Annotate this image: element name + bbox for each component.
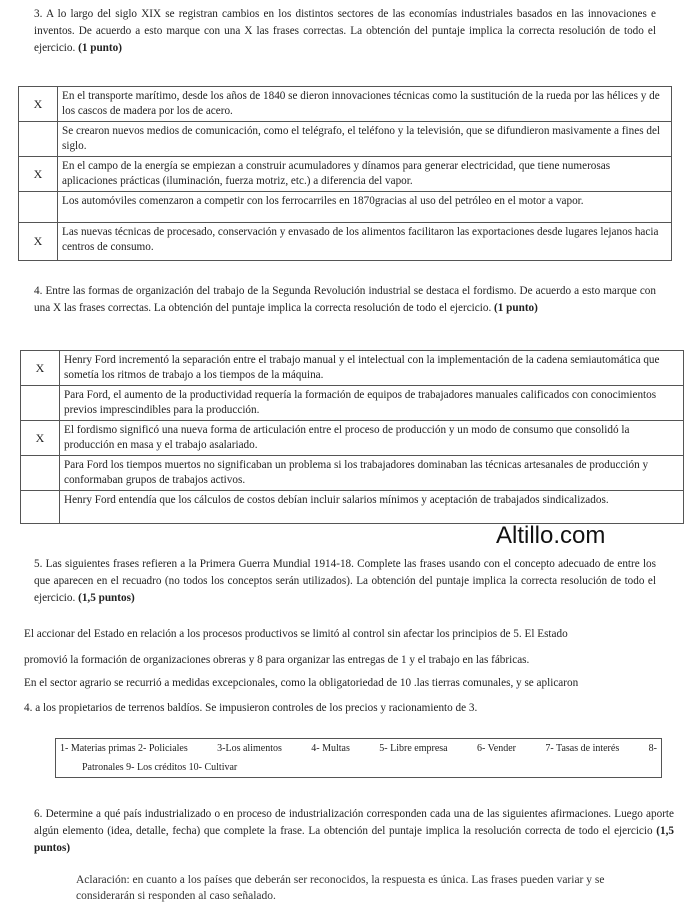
answer-mark-cell[interactable] [19, 122, 58, 157]
statement-text: El fordismo significó una nueva forma de articulación entre el proceso de producción y un modo de consumo que consolidó la producción en masa y el trabajo asalariado. [60, 421, 684, 456]
concept-item: 1- Materias primas 2- Policiales [60, 743, 188, 754]
statement-text: Para Ford los tiempos muertos no significaban un problema si los trabajadores dominaban las técnicas artesanales de producción y conformaban grupos de trabajos activos. [60, 456, 684, 491]
question-6-points: (1,5 puntos) [34, 825, 675, 854]
question-4-points: (1 punto) [494, 302, 538, 314]
table-row [19, 192, 672, 223]
clarification-note: Aclaración: en cuanto a los países que deberán ser reconocidos, la respuesta es única. Las frases pueden variar y se considerarán si responden al caso señalado. [76, 874, 605, 902]
statement-text: En el campo de la energía se empiezan a construir acumuladores y dínamos para generar electricidad, que tiene numerosas aplicaciones prácticas (iluminación, fuerza motriz, etc.) a diferencia del vapor. [58, 157, 672, 192]
concept-item: 5- Libre empresa [379, 743, 448, 754]
question-5-fill-text [24, 626, 684, 716]
question-4-prompt [34, 283, 656, 317]
statement-text: En el transporte marítimo, desde los años de 1840 se dieron innovaciones técnicas como la sustitución de la rueda por las hélices y de los cascos de madera por los de acero. [58, 87, 672, 122]
concept-item: 3-Los alimentos [217, 743, 282, 754]
answer-mark-cell[interactable]: X [19, 157, 58, 192]
concepts-line [60, 739, 657, 758]
statement-text: Los automóviles comenzaron a competir con los ferrocarriles en 1870gracias al uso del petróleo en el motor a vapor. [58, 192, 672, 223]
question-3-prompt [34, 6, 656, 57]
answer-mark-cell[interactable] [21, 386, 60, 421]
fill-line: promovió la formación de organizaciones obreras y 8 para organizar las entregas de 1 y el trabajo en las fábricas. [24, 654, 530, 666]
statement-text: Las nuevas técnicas de procesado, conservación y envasado de los alimentos facilitaron las exportaciones desde lugares lejanos hacia centros de consumo. [58, 223, 672, 261]
concepts-line: Patronales 9- Los créditos 10- Cultivar [82, 762, 238, 773]
table-row [21, 421, 684, 456]
statement-text: Se crearon nuevos medios de comunicación, como el telégrafo, el teléfono y la televisión, que se difundieron masivamente a fines del siglo. [58, 122, 672, 157]
question-5-points: (1,5 puntos) [78, 592, 135, 604]
answer-mark-cell[interactable]: X [19, 87, 58, 122]
answer-mark-cell[interactable]: X [19, 223, 58, 261]
question-4-table [20, 350, 684, 524]
answer-mark-cell[interactable]: X [21, 351, 60, 386]
question-6-prompt [34, 806, 674, 857]
concept-item: 6- Vender [477, 743, 516, 754]
statement-text: Henry Ford entendía que los cálculos de costos debían incluir salarios mínimos y aceptación de trabajados sindicalizados. [60, 491, 684, 524]
table-row [19, 223, 672, 261]
statement-text: Henry Ford incrementó la separación entre el trabajo manual y el intelectual con la implementación de la cadena semiautomática que sometía los ritmos de trabajo a los tiempos de la máquina. [60, 351, 684, 386]
question-3-table [18, 86, 672, 261]
table-row [19, 157, 672, 192]
question-6-text: 6. Determine a qué país industrializado o en proceso de industrialización corresponden cada una de las siguientes afirmaciones. Luego aporte algún elemento (idea, detalle, fecha) que complete la frase. La obtención del puntaje implica la resolución correcta de todo el ejercicio [34, 808, 674, 837]
fill-line: El accionar del Estado en relación a los procesos productivos se limitó al control sin afectar los principios de 5. El Estado [24, 628, 568, 640]
table-row [19, 122, 672, 157]
question-4-text: 4. Entre las formas de organización del trabajo de la Segunda Revolución industrial se destaca el fordismo. De acuerdo a esto marque con una X las frases correctas. La obtención del puntaje implica la correcta resolución de todo el ejercicio. [34, 285, 656, 314]
table-row [19, 87, 672, 122]
watermark-logo: Altillo.com [496, 522, 606, 549]
table-row [21, 386, 684, 421]
answer-mark-cell[interactable] [21, 491, 60, 524]
statement-text: Para Ford, el aumento de la productividad requería la formación de equipos de trabajadores manuales calificados con conocimientos previos imprescindibles para la producción. [60, 386, 684, 421]
question-3-points: (1 punto) [78, 42, 122, 54]
question-3-text: 3. A lo largo del siglo XIX se registran cambios en los distintos sectores de las economías industriales basados en las innovaciones e inventos. De acuerdo a esto marque con una X las frases correctas. La obtención del puntaje implica la correcta resolución de todo el ejercicio. [34, 8, 656, 54]
fill-line: 4. a los propietarios de terrenos baldíos. Se impusieron controles de los precios y racionamiento de 3. [24, 702, 478, 714]
answer-mark-cell[interactable]: X [21, 421, 60, 456]
concept-item: 8- [648, 743, 657, 754]
concept-item: 4- Multas [311, 743, 350, 754]
question-5-prompt [34, 556, 656, 607]
table-row [21, 351, 684, 386]
table-row [21, 491, 684, 524]
answer-mark-cell[interactable] [19, 192, 58, 223]
answer-mark-cell[interactable] [21, 456, 60, 491]
concept-item: 7- Tasas de interés [545, 743, 620, 754]
table-row [21, 456, 684, 491]
concepts-box [55, 738, 662, 778]
fill-line: En el sector agrario se recurrió a medidas excepcionales, como la obligatoriedad de 10 .las tierras comunales, y se aplicaron [24, 677, 579, 689]
question-5-text: 5. Las siguientes frases refieren a la Primera Guerra Mundial 1914-18. Complete las frases usando con el concepto adecuado de entre los que aparecen en el recuadro (no todos los conceptos serán utilizados). La obtención del puntaje implica la correcta resolución de todo el ejercicio. [34, 558, 656, 604]
